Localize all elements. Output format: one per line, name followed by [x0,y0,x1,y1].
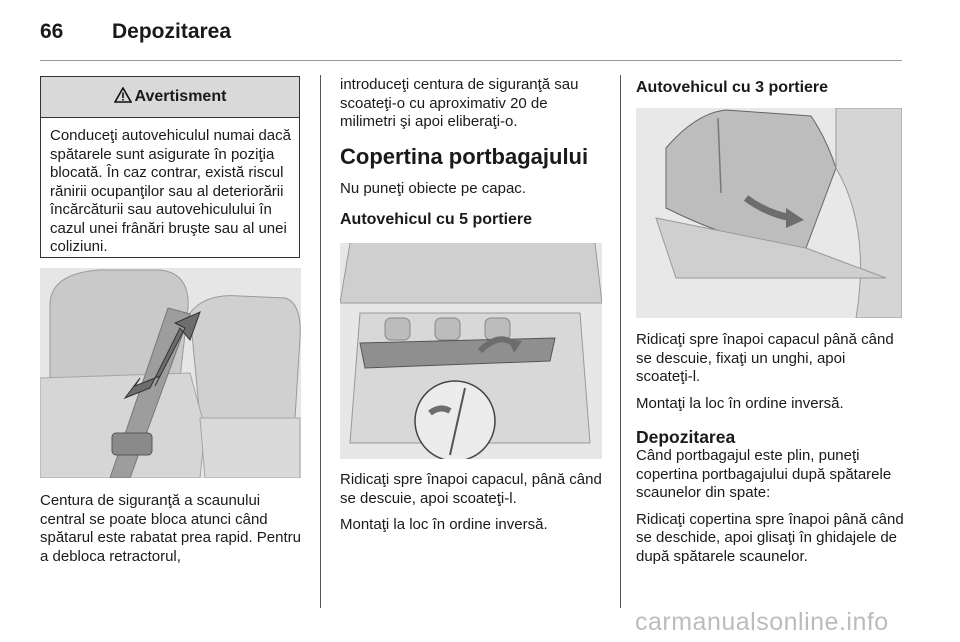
warning-header [41,77,299,118]
three-door-image [636,108,902,318]
page-header [0,0,960,60]
five-door-image [340,243,602,459]
section-title: Depozitarea [112,20,232,43]
cover-caution: Nu puneţi obiecte pe capac. [340,179,526,197]
warning-title: Avertisment [134,88,227,105]
column-2 [340,76,605,240]
three-door-heading: Autovehicul cu 3 portiere [636,79,829,96]
seatbelt-continuation: introduceţi centura de siguranţă sau scoateţi-o cu aproximativ 20 de milimetri şi apoi eliberaţi-o. [340,76,579,130]
column-3-heading [636,78,904,108]
watermark: carmanualsonline.info [635,608,889,636]
header-rule [40,60,902,61]
column-1-text [40,492,302,574]
three-door-step-1: Ridicaţi spre înapoi capacul până când se descuie, fixaţi un unghi, apoi scoateţi-l. [636,331,894,385]
three-door-step-2: Montaţi la loc în ordine inversă. [636,394,844,412]
five-door-heading: Autovehicul cu 5 portiere [340,211,533,228]
warning-text: Conduceţi autovehiculul numai dacă spătarele sunt asigurate în poziţia blocată. În caz contrar, există riscul rănirii ocupanţilor sau al deteriorării încărcăturii sau autovehiculului în cazul unei frânări bruşte sau al unei coliziuni. [50,127,291,255]
seatbelt-paragraph: Centura de siguranţă a scaunului central se poate bloca atunci când spătarul este rabatat prea rapid. Pentru a debloca retractorul, [40,492,301,565]
column-divider-1 [320,75,321,608]
cover-heading: Copertina portbagajului [340,143,589,169]
column-divider-2 [620,75,621,608]
seatbelt-image [40,268,301,478]
storage-text: Când portbagajul este plin, puneţi copertina portbagajului după spătarele scaunelor din spate: [636,447,892,501]
storage-step: Ridicaţi copertina spre înapoi până când se deschide, apoi glisaţi în ghidajele de după spătarele scaunelor. [636,510,904,565]
column-3-text [636,331,904,574]
warning-triangle-icon [114,87,132,108]
storage-heading: Depozitarea [636,427,736,447]
column-2-steps [340,471,605,543]
warning-box [40,76,300,258]
five-door-step-1: Ridicaţi spre înapoi capacul, până când se descuie, apoi scoateţi-l. [340,471,602,507]
five-door-step-2: Montaţi la loc în ordine inversă. [340,516,548,533]
page-number: 66 [40,20,64,43]
